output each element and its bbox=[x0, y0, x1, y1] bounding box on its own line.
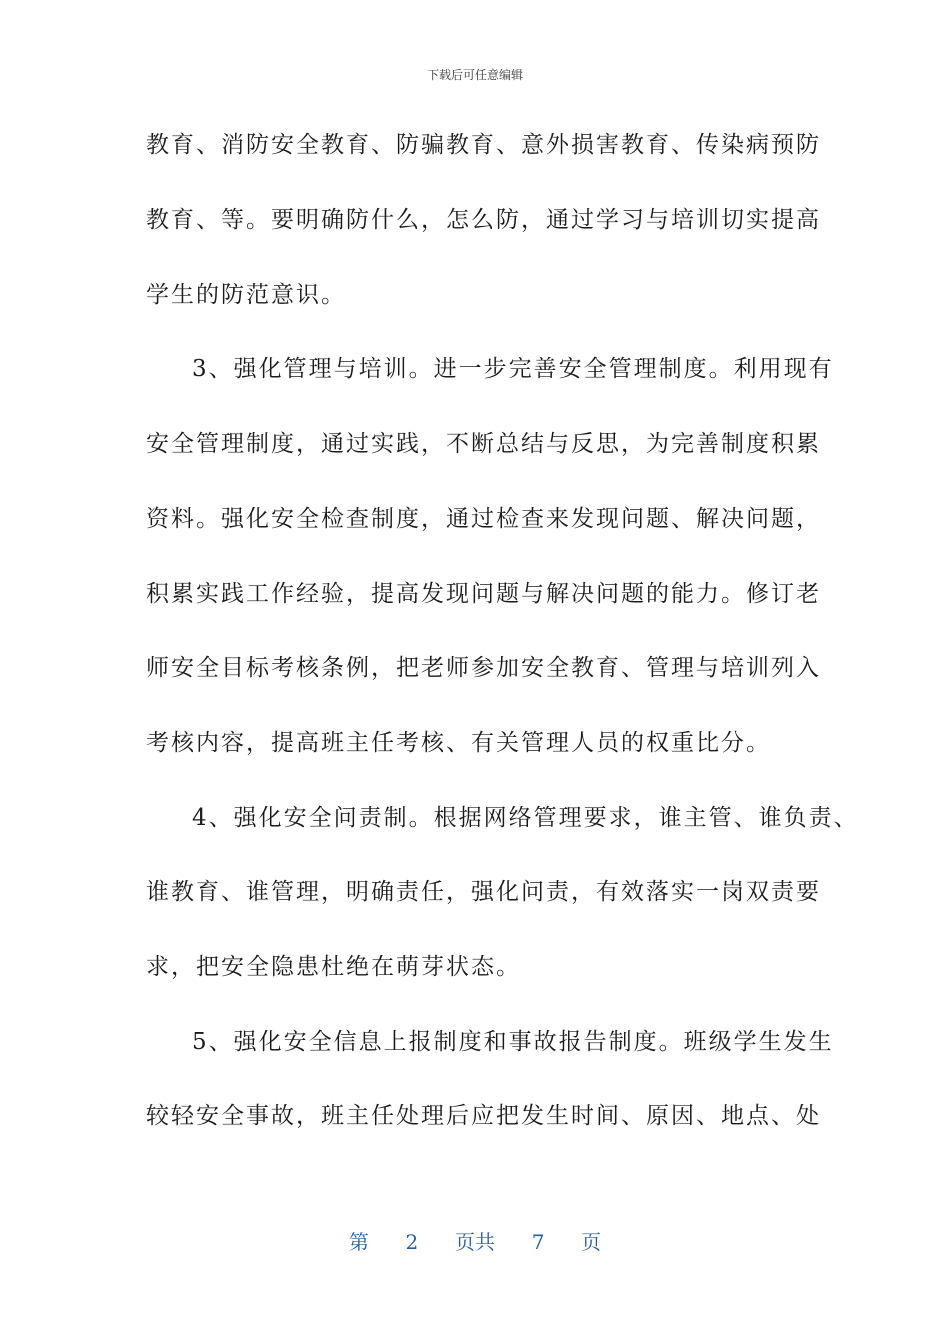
footer-suffix: 页 bbox=[581, 1230, 602, 1254]
text-line: 安全管理制度，通过实践，不断总结与反思，为完善制度积累 bbox=[146, 431, 821, 457]
text-line: 积累实践工作经验，提高发现问题与解决问题的能力。修订老 bbox=[146, 581, 821, 607]
text-line: 教育、等。要明确防什么，怎么防，通过学习与培训切实提高 bbox=[146, 207, 821, 233]
page-header-note: 下载后可任意编辑 bbox=[426, 68, 523, 82]
text-line: 教育、消防安全教育、防骗教育、意外损害教育、传染病预防 bbox=[146, 132, 821, 158]
text-line: 师安全目标考核条例，把老师参加安全教育、管理与培训列入 bbox=[146, 655, 821, 681]
footer-middle: 页共 bbox=[455, 1230, 495, 1254]
text-line: 资料。强化安全检查制度，通过检查来发现问题、解决问题， bbox=[146, 506, 821, 532]
paragraph-start-line: 5、强化安全信息上报制度和事故报告制度。班级学生发生 bbox=[192, 1029, 834, 1055]
text-line: 学生的防范意识。 bbox=[146, 282, 346, 308]
footer-total-pages: 7 bbox=[531, 1230, 545, 1254]
paragraph-start-line: 3、强化管理与培训。进一步完善安全管理制度。利用现有 bbox=[192, 356, 834, 382]
page-footer bbox=[0, 1226, 950, 1255]
text-line: 考核内容，提高班主任考核、有关管理人员的权重比分。 bbox=[146, 730, 771, 756]
paragraph-start-line: 4、强化安全问责制。根据网络管理要求，谁主管、谁负责、 bbox=[192, 805, 859, 831]
text-line: 谁教育、谁管理，明确责任，强化问责，有效落实一岗双责要 bbox=[146, 879, 821, 905]
text-line: 求，把安全隐患杜绝在萌芽状态。 bbox=[146, 954, 521, 980]
text-line: 较轻安全事故，班主任处理后应把发生时间、原因、地点、处 bbox=[146, 1103, 821, 1129]
footer-current-page: 2 bbox=[405, 1230, 419, 1254]
footer-prefix: 第 bbox=[348, 1230, 369, 1254]
